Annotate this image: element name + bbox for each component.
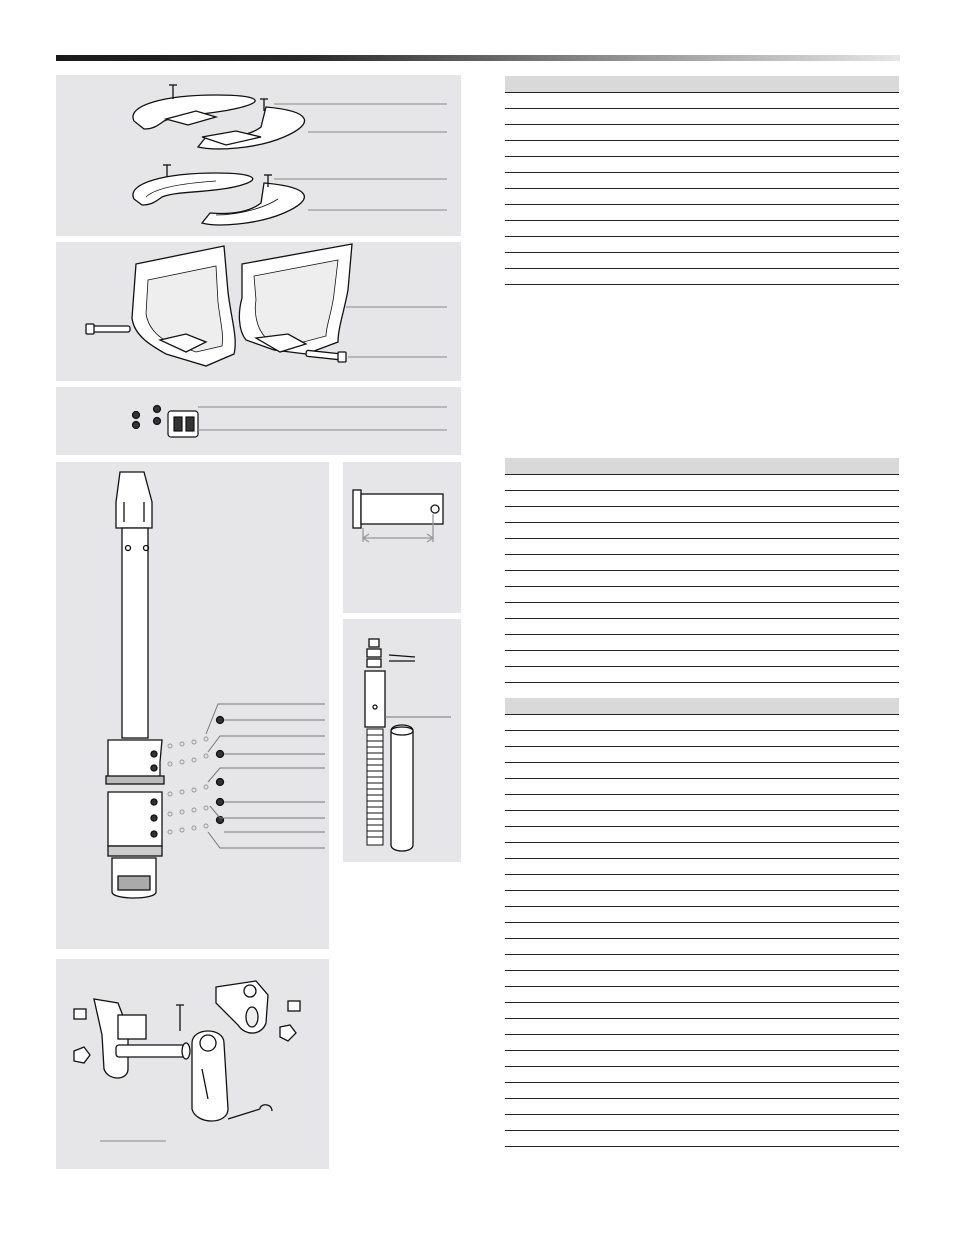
table-row	[505, 971, 899, 987]
table-cell	[505, 258, 509, 268]
table-cell	[505, 560, 509, 570]
table-row	[505, 651, 899, 667]
spring-and-pin-illustration	[343, 619, 461, 862]
table-cell	[505, 496, 509, 506]
table-row	[505, 93, 899, 109]
ring-plates-illustration	[56, 75, 461, 236]
table-cell	[505, 960, 509, 970]
table-row	[505, 507, 899, 523]
table-cell	[505, 928, 509, 938]
table-cell	[505, 528, 509, 538]
table-cell	[505, 784, 509, 794]
table-row	[505, 1083, 899, 1099]
table-row	[505, 539, 899, 555]
table-cell	[505, 832, 509, 842]
table-cell	[505, 720, 509, 730]
figure-spring-pin	[343, 619, 461, 862]
table-row	[505, 269, 899, 285]
table-cell	[505, 768, 509, 778]
table-row	[505, 253, 899, 269]
table-cell	[505, 608, 509, 618]
table-cell	[505, 976, 509, 986]
table-row	[505, 1003, 899, 1019]
housing-shells-illustration	[56, 242, 461, 381]
table-row	[505, 987, 899, 1003]
table-header-text	[505, 463, 509, 473]
table-row	[505, 205, 899, 221]
table-cell	[505, 114, 509, 124]
table-row	[505, 923, 899, 939]
parts-table-1	[505, 76, 899, 285]
figure-linkage	[56, 959, 329, 1169]
table-cell	[505, 896, 509, 906]
table-cell	[505, 736, 509, 746]
table-row	[505, 587, 899, 603]
table-row	[505, 779, 899, 795]
header-rule	[56, 55, 900, 61]
table-row	[505, 843, 899, 859]
table-cell	[505, 226, 509, 236]
table-row	[505, 859, 899, 875]
table-row	[505, 1051, 899, 1067]
table-row	[505, 1099, 899, 1115]
table-row	[505, 811, 899, 827]
figure-column-tube	[56, 462, 329, 949]
table-row	[505, 747, 899, 763]
table-row	[505, 763, 899, 779]
table-cell	[505, 162, 509, 172]
table-cell	[505, 864, 509, 874]
table-cell	[505, 880, 509, 890]
figure-clevis-pin	[343, 462, 461, 613]
bracket-with-bolts-illustration	[56, 387, 461, 455]
table-cell	[505, 640, 509, 650]
table-row	[505, 955, 899, 971]
linkage-assembly-illustration	[56, 959, 329, 1169]
table-row	[505, 523, 899, 539]
table-row	[505, 619, 899, 635]
table-row	[505, 635, 899, 651]
table-cell	[505, 800, 509, 810]
table-row	[505, 603, 899, 619]
parts-table-3	[505, 698, 899, 1147]
table-row	[505, 731, 899, 747]
table-row	[505, 157, 899, 173]
table-cell	[505, 944, 509, 954]
figure-ring-plates	[56, 75, 461, 236]
table-row	[505, 555, 899, 571]
parts-table-2	[505, 458, 899, 699]
table-cell	[505, 274, 509, 284]
figure-mounting-bracket	[56, 387, 461, 455]
table-cell	[505, 1120, 509, 1130]
table-cell	[505, 1104, 509, 1114]
table-row	[505, 475, 899, 491]
table-row	[505, 939, 899, 955]
table-header	[505, 76, 899, 93]
table-cell	[505, 752, 509, 762]
table-header	[505, 458, 899, 475]
table-row	[505, 667, 899, 683]
table-cell	[505, 672, 509, 682]
table-cell	[505, 544, 509, 554]
table-row	[505, 875, 899, 891]
table-cell	[505, 816, 509, 826]
table-cell	[505, 1056, 509, 1066]
table-header-text	[505, 703, 509, 713]
table-row	[505, 1131, 899, 1147]
table-cell	[505, 688, 509, 698]
table-cell	[505, 624, 509, 634]
table-row	[505, 173, 899, 189]
table-cell	[505, 912, 509, 922]
table-cell	[505, 194, 509, 204]
table-row	[505, 141, 899, 157]
table-cell	[505, 992, 509, 1002]
table-cell	[505, 1072, 509, 1082]
table-row	[505, 827, 899, 843]
table-row	[505, 125, 899, 141]
table-row	[505, 1019, 899, 1035]
table-cell	[505, 242, 509, 252]
table-cell	[505, 848, 509, 858]
table-row	[505, 571, 899, 587]
column-tube-illustration	[56, 462, 329, 949]
table-row	[505, 1067, 899, 1083]
table-cell	[505, 592, 509, 602]
table-header	[505, 698, 899, 715]
table-row	[505, 1035, 899, 1051]
figure-housing-shells	[56, 242, 461, 381]
table-cell	[505, 512, 509, 522]
clevis-pin-illustration	[343, 462, 461, 613]
table-cell	[505, 1088, 509, 1098]
table-cell	[505, 146, 509, 156]
table-row	[505, 1115, 899, 1131]
table-row	[505, 795, 899, 811]
table-row	[505, 237, 899, 253]
table-cell	[505, 178, 509, 188]
table-cell	[505, 130, 509, 140]
table-row	[505, 491, 899, 507]
table-row	[505, 891, 899, 907]
table-cell	[505, 1136, 509, 1146]
table-row	[505, 683, 899, 699]
table-row	[505, 109, 899, 125]
table-cell	[505, 210, 509, 220]
table-cell	[505, 576, 509, 586]
table-header-text	[505, 81, 509, 91]
table-row	[505, 907, 899, 923]
table-cell	[505, 1024, 509, 1034]
table-cell	[505, 480, 509, 490]
table-row	[505, 715, 899, 731]
table-row	[505, 189, 899, 205]
table-cell	[505, 1040, 509, 1050]
table-row	[505, 221, 899, 237]
table-cell	[505, 656, 509, 666]
table-cell	[505, 1008, 509, 1018]
table-cell	[505, 98, 509, 108]
